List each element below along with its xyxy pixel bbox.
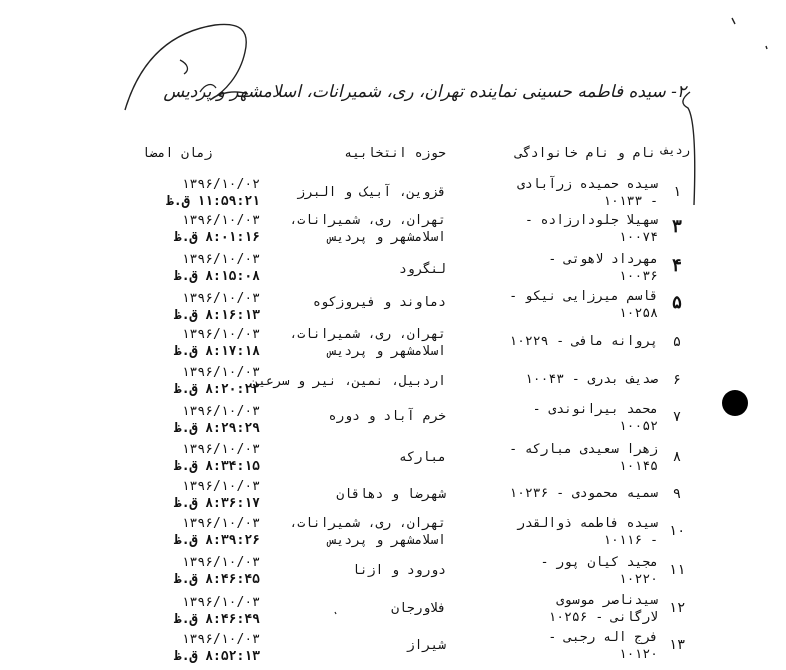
member-name: سمیه محمودی - ۱۰۲۳۶ xyxy=(509,486,658,501)
sign-date: ۱۳۹۶/۱۰/۰۲ xyxy=(181,177,260,192)
table-row xyxy=(0,554,786,592)
table-row xyxy=(0,364,786,402)
member-name: سهیلا جلودارزاده - ۱۰۰۷۴ xyxy=(524,213,658,245)
table-row xyxy=(0,401,786,439)
table-row xyxy=(0,515,786,553)
member-name: سیده حمیده زرآبادی - ۱۰۱۳۳ xyxy=(517,177,658,209)
row-number: ۱۳ xyxy=(668,637,686,653)
hole-punch-mark xyxy=(722,390,748,416)
sign-date: ۱۳۹۶/۱۰/۰۳ xyxy=(181,442,260,457)
table-row xyxy=(0,212,786,250)
sign-date: ۱۳۹۶/۱۰/۰۳ xyxy=(181,632,260,647)
district-name: مبارکه xyxy=(399,450,446,465)
sign-time: ۸:۲۰:۲۲ ق.ظ xyxy=(173,382,260,397)
header-row-no: ردیف xyxy=(661,143,690,157)
member-name: قاسم میرزایی نیکو - ۱۰۲۵۸ xyxy=(509,289,658,321)
row-number: ۱ xyxy=(672,184,682,200)
header-sign-time: زمان امضا xyxy=(142,146,213,161)
sign-date: ۱۳۹۶/۱۰/۰۳ xyxy=(181,404,260,419)
member-name: سیده فاطمه ذوالقدر - ۱۰۱۱۶ xyxy=(517,516,658,548)
sign-time: ۱۱:۵۹:۲۱ ق.ظ xyxy=(166,194,260,209)
district-name: تهران، ری، شمیرانات، اسلامشهر و پردیس xyxy=(289,213,446,245)
sign-date: ۱۳۹۶/۱۰/۰۳ xyxy=(181,595,260,610)
table-row xyxy=(0,441,786,479)
row-number: ۵ xyxy=(672,292,682,313)
sign-time: ۸:۳۴:۱۵ ق.ظ xyxy=(173,459,260,474)
sign-time: ۸:۴۶:۴۹ ق.ظ xyxy=(173,612,260,627)
sign-date: ۱۳۹۶/۱۰/۰۳ xyxy=(181,327,260,342)
sign-time: ۸:۱۶:۱۳ ق.ظ xyxy=(173,308,260,323)
row-number: ۱۲ xyxy=(668,600,686,616)
district-name: اردبیل، نمین، نیر و سرعین xyxy=(250,374,446,389)
sign-date: ۱۳۹۶/۱۰/۰۳ xyxy=(181,516,260,531)
district-name: لنگرود xyxy=(399,262,446,277)
sign-date: ۱۳۹۶/۱۰/۰۳ xyxy=(181,555,260,570)
sign-time: ۸:۵۲:۱۳ ق.ظ xyxy=(173,649,260,664)
sign-time: ۸:۳۶:۱۷ ق.ظ xyxy=(173,496,260,511)
member-name: صدیف بدری - ۱۰۰۴۳ xyxy=(524,372,658,387)
member-name: مهرداد لاهوتی - ۱۰۰۳۶ xyxy=(548,252,658,284)
member-name: سیدناصر موسوی لارگانی - ۱۰۲۵۶ xyxy=(548,593,658,625)
sign-time: ۸:۴۶:۴۵ ق.ظ xyxy=(173,572,260,587)
table-row xyxy=(0,592,786,630)
member-name: محمد بیرانوندی - ۱۰۰۵۲ xyxy=(532,402,658,434)
member-name: پروانه مافی - ۱۰۲۲۹ xyxy=(509,334,658,349)
table-row xyxy=(0,288,786,326)
sign-date: ۱۳۹۶/۱۰/۰۳ xyxy=(181,291,260,306)
district-name: خرم آباد و دوره xyxy=(328,409,446,424)
sign-time: ۸:۳۹:۲۶ ق.ظ xyxy=(173,533,260,548)
row-number: ۶ xyxy=(672,372,682,388)
table-row xyxy=(0,176,786,214)
district-name: فلاورجان xyxy=(391,601,446,616)
row-number: ۱۱ xyxy=(668,562,686,578)
district-name: شهرضا و دهاقان xyxy=(336,487,446,502)
handwritten-heading: ۲- سیده فاطمه حسینی نماینده تهران، ری، شمیرانات، اسلامشهر و پردیس xyxy=(163,82,686,102)
district-name: دورود و ازنا xyxy=(352,563,446,578)
district-name: تهران، ری، شمیرانات، اسلامشهر و پردیس xyxy=(289,516,446,548)
district-name: شیراز xyxy=(406,638,446,653)
row-number: ۴ xyxy=(672,255,682,276)
sign-date: ۱۳۹۶/۱۰/۰۳ xyxy=(181,365,260,380)
member-name: فرج اله رجبی - ۱۰۱۲۰ xyxy=(548,630,658,662)
sign-time: ۸:۱۷:۱۸ ق.ظ xyxy=(173,344,260,359)
district-name: تهران، ری، شمیرانات، اسلامشهر و پردیس xyxy=(289,327,446,359)
sign-time: ۸:۲۹:۲۹ ق.ظ xyxy=(173,421,260,436)
header-district: حوزه انتخابیه xyxy=(344,146,446,161)
table-row xyxy=(0,629,786,667)
table-row xyxy=(0,251,786,289)
district-name: قزوین، آبیک و البرز xyxy=(297,185,446,200)
sign-date: ۱۳۹۶/۱۰/۰۳ xyxy=(181,213,260,228)
sign-time: ۸:۱۵:۰۸ ق.ظ xyxy=(173,269,260,284)
table-row xyxy=(0,326,786,364)
row-number: ۳ xyxy=(672,216,682,237)
row-number: ۹ xyxy=(672,486,682,502)
row-number: ۵ xyxy=(672,334,682,350)
header-name: نام و نام خانوادگی xyxy=(515,146,656,161)
sign-time: ۸:۰۱:۱۶ ق.ظ xyxy=(173,230,260,245)
sign-date: ۱۳۹۶/۱۰/۰۳ xyxy=(181,479,260,494)
table-row xyxy=(0,478,786,516)
row-number: ۱۰ xyxy=(668,523,686,539)
member-name: زهرا سعیدی مبارکه - ۱۰۱۴۵ xyxy=(509,442,658,474)
row-number: ۸ xyxy=(672,449,682,465)
member-name: مجید کیان پور - ۱۰۲۲۰ xyxy=(540,555,658,587)
row-number: ۷ xyxy=(672,409,682,425)
district-name: دماوند و فیروزکوه xyxy=(312,295,446,310)
sign-date: ۱۳۹۶/۱۰/۰۳ xyxy=(181,252,260,267)
